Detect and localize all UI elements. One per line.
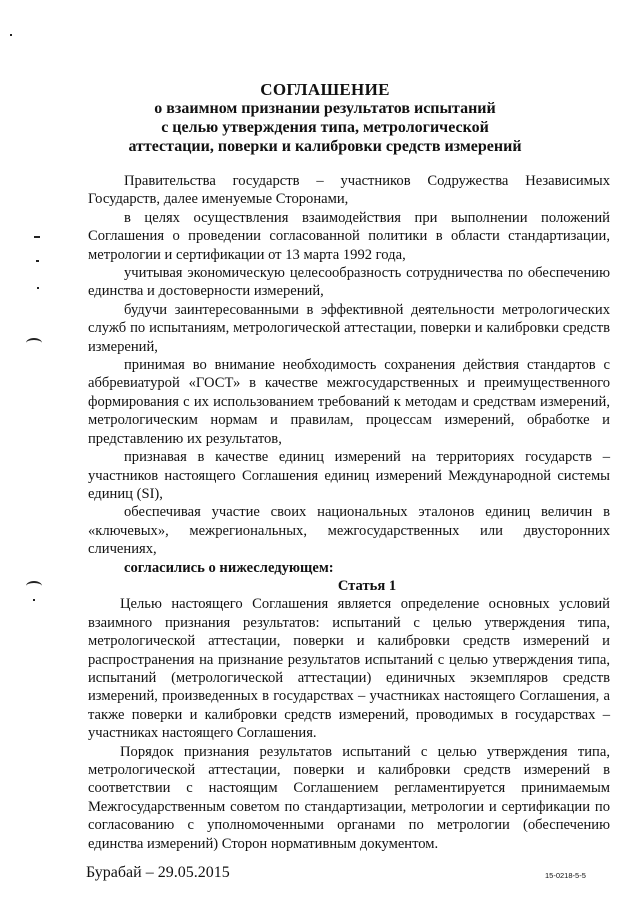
preamble-paragraph: в целях осуществления взаимодействия при выполнении положений Соглашения о проведении согласованной политики в области стандартизации, метрологии и сертификации от 13 марта 1992 года, xyxy=(88,209,610,263)
title-line: аттестации, поверки и калибровки средств измерений xyxy=(128,138,522,155)
scan-mark xyxy=(34,236,40,238)
article-paragraph: Целью настоящего Соглашения является определение основных условий взаимного признания результатов: испытаний с целью утверждения типа, метрологической аттестации, поверки и калибровки средств измерений и распространения на признание результатов испытаний с целью утверждения типа, испытаний (метрологической аттестации) единичных экземпляров средств измерений, произведенных в государствах – участниках настоящего Соглашения, а также поверки и калибровки средств измерений, проводимых в государствах – участниках настоящего Соглашения. xyxy=(88,596,610,742)
scan-mark xyxy=(10,34,12,36)
scan-mark xyxy=(26,338,42,348)
footer-place-date: Бурабай – 29.05.2015 xyxy=(86,864,230,881)
agreed-line: согласились о нижеследующем: xyxy=(124,559,334,576)
preamble-paragraph: обеспечивая участие своих национальных эталонов единиц величин в «ключевых», межрегиональных, межгосударственных или двусторонних сличениях, xyxy=(88,504,610,558)
title-line: с целью утверждения типа, метрологической xyxy=(161,119,489,136)
scan-mark xyxy=(26,581,42,591)
preamble-paragraph: признавая в качестве единиц измерений на территориях государств – участников настоящего Соглашения единиц измерений Международной системы единиц (SI), xyxy=(88,449,610,502)
article-heading: Статья 1 xyxy=(337,577,397,594)
document-body xyxy=(88,172,610,853)
article-paragraph: Порядок признания результатов испытаний с целью утверждения типа, метрологической аттестации, поверки и калибровки средств измерений в соответствии с настоящим Соглашением регламентируется принимаемым Межгосударственным советом по стандартизации, метрологии и сертификации по согласованию с уполномоченными органами по метрологии (обеспечению единства измерений) Сторон нормативным документом. xyxy=(88,743,610,852)
footer-doc-code: 15-0218-5-5 xyxy=(545,871,586,880)
title-line: о взаимном признании результатов испытаний xyxy=(154,100,496,117)
title-line: СОГЛАШЕНИЕ xyxy=(260,80,390,99)
preamble-paragraph: Правительства государств – участников Содружества Независимых Государств, далее именуемые Сторонами, xyxy=(88,173,610,208)
scan-mark xyxy=(36,260,39,262)
preamble-paragraph: принимая во внимание необходимость сохранения действия стандартов с аббревиатурой «ГОСТ» в качестве межгосударственных и преимущественного формирования с их использованием требований к методам и средствам измерений, метрологическим нормам и правилам, процессам измерений, обработке и представлению их результатов, xyxy=(88,357,610,447)
preamble-paragraph: будучи заинтересованными в эффективной деятельности метрологических служб по испытаниям, метрологической аттестации, поверки и калибровки средств измерений, xyxy=(88,301,610,355)
preamble-paragraph: учитывая экономическую целесообразность сотрудничества по обеспечению единства и достоверности измерений, xyxy=(88,265,610,300)
scan-mark xyxy=(37,287,39,289)
document-title xyxy=(60,80,590,156)
scan-mark xyxy=(33,599,35,601)
